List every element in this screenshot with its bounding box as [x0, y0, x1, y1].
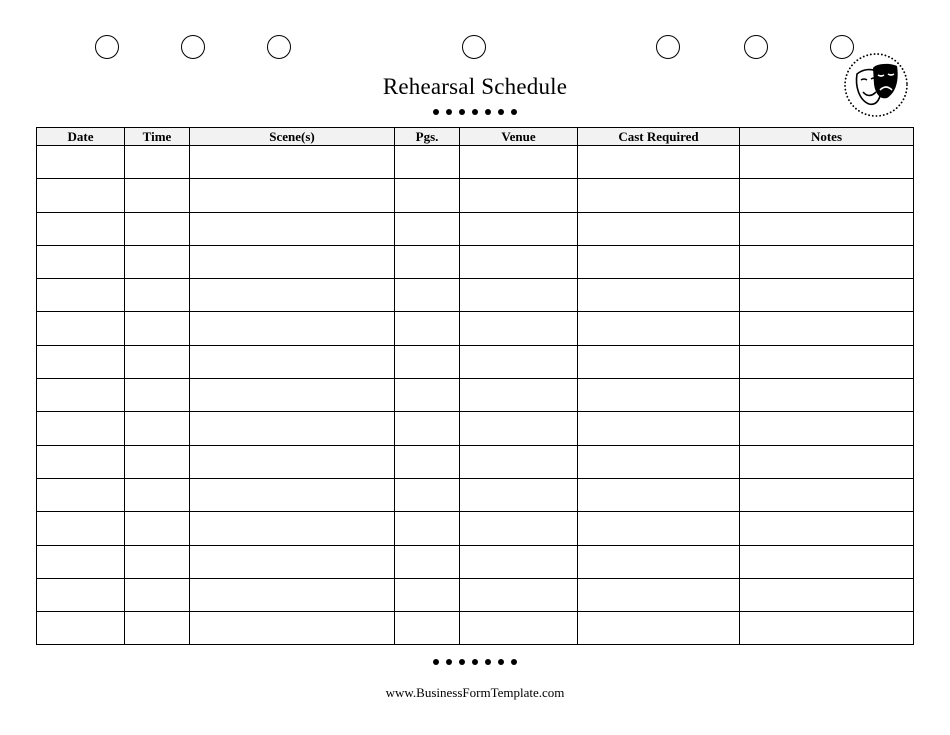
cast-cell[interactable] [578, 146, 740, 179]
date-cell[interactable] [37, 445, 125, 478]
table-row [37, 612, 914, 645]
pages-cell[interactable] [395, 412, 460, 445]
cast-cell[interactable] [578, 245, 740, 278]
venue-cell[interactable] [460, 345, 578, 378]
table-row [37, 379, 914, 412]
scenes-cell[interactable] [190, 445, 395, 478]
scenes-cell[interactable] [190, 545, 395, 578]
column-header-date: Date [37, 128, 125, 146]
notes-cell[interactable] [740, 379, 914, 412]
rehearsal-schedule-table [36, 127, 914, 645]
cast-cell[interactable] [578, 412, 740, 445]
time-cell[interactable] [125, 445, 190, 478]
scenes-cell[interactable] [190, 179, 395, 212]
pages-cell[interactable] [395, 146, 460, 179]
venue-cell[interactable] [460, 379, 578, 412]
venue-cell[interactable] [460, 512, 578, 545]
page-title: Rehearsal Schedule [382, 74, 568, 99]
pages-cell[interactable] [395, 279, 460, 312]
date-cell[interactable] [37, 179, 125, 212]
punch-hole [181, 35, 205, 59]
notes-cell[interactable] [740, 245, 914, 278]
cast-cell[interactable] [578, 545, 740, 578]
venue-cell[interactable] [460, 212, 578, 245]
table-header-row [37, 128, 914, 146]
notes-cell[interactable] [740, 578, 914, 611]
table-row [37, 212, 914, 245]
venue-cell[interactable] [460, 578, 578, 611]
date-cell[interactable] [37, 612, 125, 645]
scenes-cell[interactable] [190, 478, 395, 511]
notes-cell[interactable] [740, 312, 914, 345]
column-header-cast-required: Cast Required [578, 128, 740, 146]
scenes-cell[interactable] [190, 279, 395, 312]
table-row [37, 478, 914, 511]
cast-cell[interactable] [578, 312, 740, 345]
cast-cell[interactable] [578, 345, 740, 378]
table-row [37, 445, 914, 478]
venue-cell[interactable] [460, 478, 578, 511]
cast-cell[interactable] [578, 578, 740, 611]
notes-cell[interactable] [740, 445, 914, 478]
pages-cell[interactable] [395, 612, 460, 645]
scenes-cell[interactable] [190, 412, 395, 445]
notes-cell[interactable] [740, 512, 914, 545]
table-row [37, 179, 914, 212]
punch-hole [267, 35, 291, 59]
time-cell[interactable] [125, 245, 190, 278]
notes-cell[interactable] [740, 412, 914, 445]
time-cell[interactable] [125, 578, 190, 611]
venue-cell[interactable] [460, 445, 578, 478]
column-header-pages: Pgs. [395, 128, 460, 146]
pages-cell[interactable] [395, 345, 460, 378]
punch-hole [95, 35, 119, 59]
notes-cell[interactable] [740, 146, 914, 179]
table-row [37, 578, 914, 611]
table-row [37, 312, 914, 345]
pages-cell[interactable] [395, 512, 460, 545]
time-cell[interactable] [125, 146, 190, 179]
time-cell[interactable] [125, 412, 190, 445]
notes-cell[interactable] [740, 345, 914, 378]
time-cell[interactable] [125, 312, 190, 345]
pages-cell[interactable] [395, 245, 460, 278]
cast-cell[interactable] [578, 179, 740, 212]
notes-cell[interactable] [740, 212, 914, 245]
notes-cell[interactable] [740, 612, 914, 645]
scenes-cell[interactable] [190, 345, 395, 378]
time-cell[interactable] [125, 379, 190, 412]
venue-cell[interactable] [460, 146, 578, 179]
column-header-venue: Venue [460, 128, 578, 146]
punch-hole [656, 35, 680, 59]
date-cell[interactable] [37, 578, 125, 611]
date-cell[interactable] [37, 379, 125, 412]
column-header-notes: Notes [740, 128, 914, 146]
venue-cell[interactable] [460, 179, 578, 212]
scenes-cell[interactable] [190, 212, 395, 245]
time-cell[interactable] [125, 478, 190, 511]
column-header-scenes: Scene(s) [190, 128, 395, 146]
table-row [37, 245, 914, 278]
notes-cell[interactable] [740, 279, 914, 312]
scenes-cell[interactable] [190, 512, 395, 545]
time-cell[interactable] [125, 545, 190, 578]
scenes-cell[interactable] [190, 578, 395, 611]
date-cell[interactable] [37, 545, 125, 578]
cast-cell[interactable] [578, 279, 740, 312]
pages-cell[interactable] [395, 545, 460, 578]
time-cell[interactable] [125, 212, 190, 245]
scenes-cell[interactable] [190, 612, 395, 645]
table-row [37, 545, 914, 578]
table-row [37, 345, 914, 378]
punch-hole [462, 35, 486, 59]
column-header-time: Time [125, 128, 190, 146]
date-cell[interactable] [37, 279, 125, 312]
date-cell[interactable] [37, 345, 125, 378]
footer-url: www.BusinessFormTemplate.com [385, 685, 565, 700]
date-cell[interactable] [37, 412, 125, 445]
pages-cell[interactable] [395, 179, 460, 212]
venue-cell[interactable] [460, 612, 578, 645]
cast-cell[interactable] [578, 379, 740, 412]
venue-cell[interactable] [460, 279, 578, 312]
cast-cell[interactable] [578, 612, 740, 645]
time-cell[interactable] [125, 179, 190, 212]
scenes-cell[interactable] [190, 146, 395, 179]
theater-masks-icon [843, 52, 909, 118]
table-row [37, 279, 914, 312]
notes-cell[interactable] [740, 545, 914, 578]
table-row [37, 146, 914, 179]
cast-cell[interactable] [578, 212, 740, 245]
scenes-cell[interactable] [190, 245, 395, 278]
pages-cell[interactable] [395, 379, 460, 412]
table-row [37, 412, 914, 445]
date-cell[interactable] [37, 212, 125, 245]
notes-cell[interactable] [740, 478, 914, 511]
date-cell[interactable] [37, 312, 125, 345]
time-cell[interactable] [125, 279, 190, 312]
decorative-dots-top [0, 109, 950, 115]
date-cell[interactable] [37, 478, 125, 511]
date-cell[interactable] [37, 245, 125, 278]
venue-cell[interactable] [460, 312, 578, 345]
pages-cell[interactable] [395, 312, 460, 345]
date-cell[interactable] [37, 146, 125, 179]
time-cell[interactable] [125, 612, 190, 645]
venue-cell[interactable] [460, 545, 578, 578]
scenes-cell[interactable] [190, 379, 395, 412]
notes-cell[interactable] [740, 179, 914, 212]
table-row [37, 512, 914, 545]
cast-cell[interactable] [578, 445, 740, 478]
decorative-dots-bottom [0, 659, 950, 665]
time-cell[interactable] [125, 345, 190, 378]
pages-cell[interactable] [395, 212, 460, 245]
cast-cell[interactable] [578, 512, 740, 545]
venue-cell[interactable] [460, 412, 578, 445]
venue-cell[interactable] [460, 245, 578, 278]
time-cell[interactable] [125, 512, 190, 545]
pages-cell[interactable] [395, 578, 460, 611]
scenes-cell[interactable] [190, 312, 395, 345]
cast-cell[interactable] [578, 478, 740, 511]
date-cell[interactable] [37, 512, 125, 545]
pages-cell[interactable] [395, 478, 460, 511]
punch-hole [744, 35, 768, 59]
pages-cell[interactable] [395, 445, 460, 478]
